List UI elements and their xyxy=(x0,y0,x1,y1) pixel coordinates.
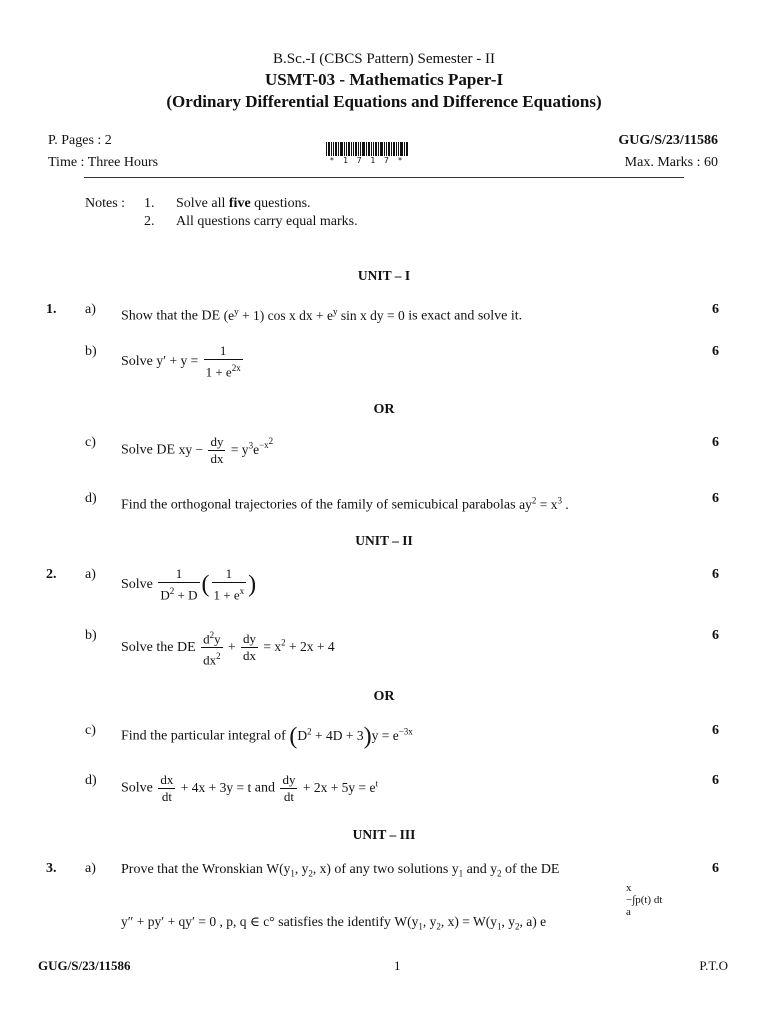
q2a-text: Solve $\frac{1}{D^2 + D}$ ( $\frac{1}{1 + e^x}$ ) xyxy=(121,566,257,603)
note-1: Solve all five questions. xyxy=(176,196,311,211)
barcode xyxy=(326,142,408,156)
q1b-marks: 6 xyxy=(712,344,719,359)
q2b-text: Solve the DE $\frac{d^2y}{dx^2}$ + $\frac{dy}{dx}$ = $x^2 + 2x + 4$ xyxy=(121,627,335,669)
q2d-equation-1: $\frac{dx}{dt}$ + 4x + 3y = t xyxy=(160,772,252,804)
unit-1-heading: UNIT – I xyxy=(357,268,411,283)
q1b-equation: y′ + y = $\frac{1}{1 + e^{2x}}$ xyxy=(156,343,241,380)
q2c-text: Find the particular integral of $(D^2 + 4D + 3)y = e^{-3x}$ xyxy=(121,723,413,749)
q2c-label: c) xyxy=(85,723,96,738)
unit-2-heading: UNIT – II xyxy=(355,533,413,548)
q3a-exponent: x −∫p(t) dt a xyxy=(626,882,663,918)
q2a-label: a) xyxy=(85,567,96,582)
or-divider-2: OR xyxy=(373,689,395,704)
footer-pto: P.T.O xyxy=(699,958,728,973)
q1-number: 1. xyxy=(46,302,57,317)
footer-code: GUG/S/23/11586 xyxy=(38,958,131,973)
q2b-marks: 6 xyxy=(712,628,719,643)
q1a-text: Show that the DE $(e^y + 1)$ cos x dx + $e^y$ sin x dy = 0 is exact and solve it. xyxy=(121,306,523,324)
q1a-label: a) xyxy=(85,302,96,317)
q2b-equation: $\frac{d^2y}{dx^2}$ + $\frac{dy}{dx}$ = $x^2 + 2x + 4$ xyxy=(199,639,334,654)
q3a-marks: 6 xyxy=(712,861,719,876)
q1b-text: Solve y′ + y = $\frac{1}{1 + e^{2x}}$ xyxy=(121,343,245,380)
q2c-marks: 6 xyxy=(712,723,719,738)
or-divider-1: OR xyxy=(373,402,395,417)
course-line: B.Sc.-I (CBCS Pattern) Semester - II xyxy=(272,51,496,67)
q2d-text: Solve $\frac{dx}{dt}$ + 4x + 3y = t and $\frac{dy}{dt}$ + $2x + 5y = e^t$ xyxy=(121,772,379,804)
note-2-number: 2. xyxy=(144,214,155,229)
paper-title: USMT-03 - Mathematics Paper-I xyxy=(264,70,504,89)
q2a-marks: 6 xyxy=(712,567,719,582)
unit-3-heading: UNIT – III xyxy=(352,827,416,842)
q2d-label: d) xyxy=(85,773,97,788)
q2c-equation: $(D^2 + 4D + 3)y = e^{-3x}$ xyxy=(289,723,413,749)
footer-page-number: 1 xyxy=(394,958,401,973)
q1c-label: c) xyxy=(85,435,96,450)
q2-number: 2. xyxy=(46,567,57,582)
q3a-label: a) xyxy=(85,861,96,876)
q1a-marks: 6 xyxy=(712,302,719,317)
q1a-equation: $(e^y + 1)$ cos x dx + $e^y$ sin x dy = 0 xyxy=(223,306,405,323)
q1b-label: b) xyxy=(85,344,97,359)
q2b-label: b) xyxy=(85,628,97,643)
header-divider xyxy=(84,177,684,178)
q1c-marks: 6 xyxy=(712,435,719,450)
q1d-marks: 6 xyxy=(712,491,719,506)
q3a-line-1: Prove that the Wronskian $W(y_1$, $y_2$, x) of any two solutions $y_1$ and $y_2$ of the DE xyxy=(121,861,560,879)
q3-number: 3. xyxy=(46,861,57,876)
q1c-text: Solve DE xy − $\frac{dy}{dx}$ = $y^3e^{-x^2}$ xyxy=(121,434,274,466)
max-marks: Max. Marks : 60 xyxy=(624,155,718,170)
exam-time: Time : Three Hours xyxy=(48,155,159,170)
note-1-number: 1. xyxy=(144,196,155,211)
q1d-equation: $ay^2 = x^3$ . xyxy=(519,495,569,512)
q2a-equation: $\frac{1}{D^2 + D}$ ( $\frac{1}{1 + e^x}$ ) xyxy=(160,566,257,603)
barcode-number: * 1 7 1 7 * xyxy=(329,156,405,165)
q1d-label: d) xyxy=(85,491,97,506)
note-2: All questions carry equal marks. xyxy=(176,214,358,229)
q1d-text: Find the orthogonal trajectories of the family of semicubical parabolas $ay^2 = x^3$ . xyxy=(121,495,569,513)
page-count: P. Pages : 2 xyxy=(48,133,112,148)
notes-label: Notes : xyxy=(85,196,126,211)
paper-code: GUG/S/23/11586 xyxy=(618,133,718,148)
q1c-equation: xy − $\frac{dy}{dx}$ = $y^3e^{-x^2}$ xyxy=(178,434,274,466)
paper-subject: (Ordinary Differential Equations and Difference Equations) xyxy=(166,92,602,111)
q2d-equation-2: $\frac{dy}{dt}$ + $2x + 5y = e^t$ xyxy=(282,772,379,804)
q2d-marks: 6 xyxy=(712,773,719,788)
q3a-line-2: y″ + py′ + qy′ = 0 , p, q ∈ c° satisfies the identify $W(y_1$, $y_2$, $x) = W(y_1$, $y_2$, a) e xyxy=(121,914,547,932)
